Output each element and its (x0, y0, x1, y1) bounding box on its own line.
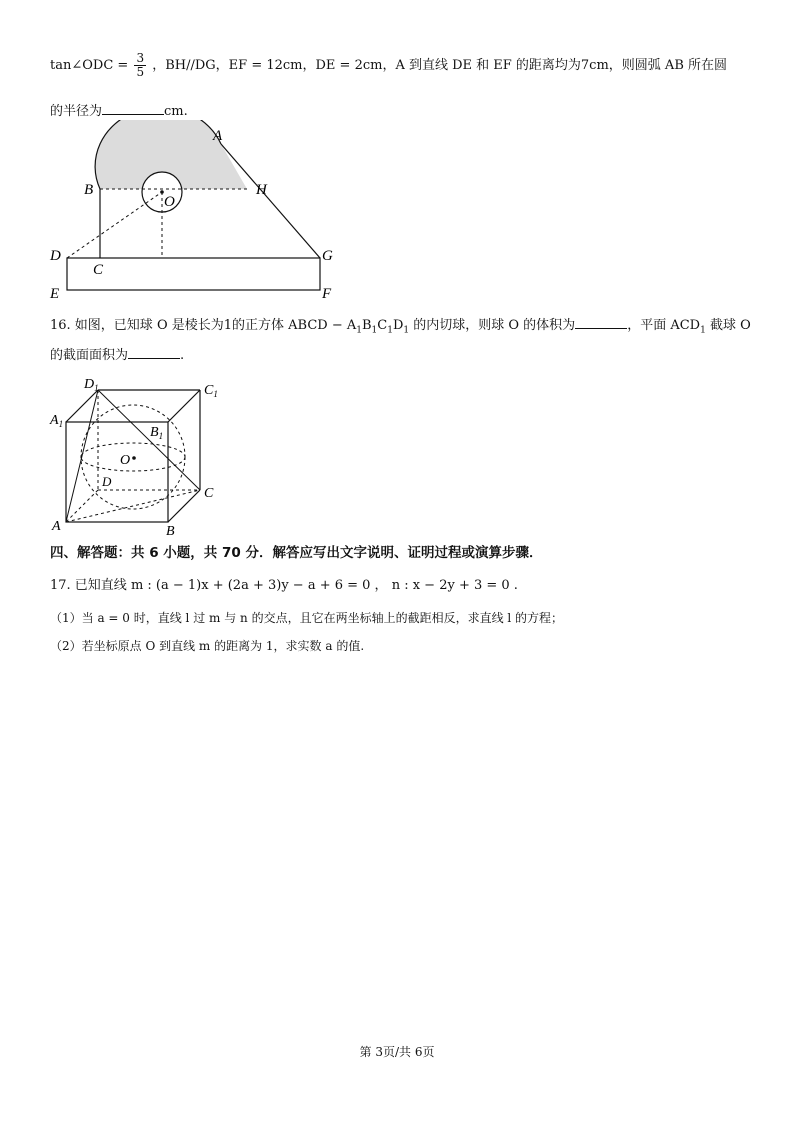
q16-area-blank[interactable] (128, 344, 180, 359)
q15-fraction (134, 52, 146, 79)
q16-edge-da (66, 490, 98, 522)
q16-label-b1: $B_1$ (150, 425, 164, 441)
q15-label-c: C (93, 262, 104, 278)
q16-label-d: D (102, 474, 112, 489)
q16-text-a: 16. 如图，已知球 O 是棱长为1的正方体 ABCD − A (50, 318, 357, 333)
q15-frac-den: 5 (136, 65, 145, 79)
q16-label-a1: $A_1$ (50, 413, 64, 429)
q16-label-a: A (52, 519, 61, 534)
q16-label-b: B (166, 524, 175, 537)
q15-label-h: H (256, 182, 267, 198)
q16-sub-d1: 1 (403, 325, 410, 336)
q16-text-d: D (392, 318, 404, 333)
q16-text-e: 的内切球，则球 O 的体积为 (409, 318, 576, 333)
q16-line2-suffix: . (180, 348, 185, 363)
q16-sub-b1: 1 (371, 325, 378, 336)
q15-tan-prefix: tan∠ODC = (50, 58, 129, 73)
q15-frac-num: 3 (136, 51, 145, 65)
q16-label-c1: $C_1$ (204, 383, 218, 399)
q16-sub-a1: 1 (356, 325, 362, 336)
q15-label-d: D (50, 248, 61, 264)
q15-line2 (50, 100, 188, 122)
q16-figure (48, 372, 233, 537)
q16-text-b: B (361, 318, 372, 333)
q16-line2 (50, 344, 184, 366)
q17-part2: （2）若坐标原点 O 到直线 m 的距离为 1，求实数 a 的值. (50, 639, 365, 653)
q16-label-d1: $D_1$ (84, 377, 99, 393)
q16-sub-acd1: 1 (700, 325, 706, 336)
q15-seg2-suffix: cm. (164, 104, 188, 119)
q16-edge-a1d1 (66, 390, 98, 422)
q17-part1: （1）当 a = 0 时，直线 l 过 m 与 n 的交点，且它在两坐标轴上的截距相反，求直线 l 的方程； (50, 611, 564, 625)
q15-dashed-od (67, 192, 162, 258)
q16-edge-bc (168, 490, 200, 522)
q15-label-a: A (213, 128, 223, 144)
q17-stem: 17. 已知直线 m : (a − 1)x + (2a + 3)y − a + 6 = 0 ， n : x − 2y + 3 = 0 . (50, 578, 518, 593)
q15-line-ag (221, 144, 320, 258)
q16-text-c: C (377, 318, 388, 333)
q16-text-f: ，平面 ACD (627, 318, 701, 333)
q16-volume-blank[interactable] (575, 314, 627, 329)
q15-label-f: F (322, 286, 332, 302)
q15-label-e: E (50, 286, 60, 302)
q16-center-dot (132, 456, 136, 460)
q15-label-g: G (322, 248, 333, 264)
q16-line2-prefix: 的截面面积为 (50, 348, 129, 363)
q15-answer-blank[interactable] (102, 100, 164, 115)
q16-line-ad1 (66, 390, 98, 522)
q16-label-c: C (204, 486, 214, 501)
q15-seg2-prefix: 的半径为 (50, 104, 103, 119)
q16-edge-b1c1 (168, 390, 200, 422)
q15-base-rect (67, 258, 320, 290)
q15-seg1: ，BH//DG，EF = 12cm，DE = 2cm，A 到直线 DE 和 EF 的距离均为7cm，则圆弧 AB 所在圆 (152, 58, 727, 73)
q15-line1 (50, 52, 727, 79)
q16-label-o: O (120, 453, 131, 468)
q15-figure (40, 120, 350, 305)
section4-title: 四、解答题：共 6 小题，共 70 分．解答应写出文字说明、证明过程或演算步骤． (50, 545, 543, 561)
page-footer: 第 3页/共 6页 (359, 1045, 435, 1059)
q15-label-o: O (164, 194, 175, 210)
q16-line-ac (66, 490, 200, 522)
q16-text-g: 截球 O (705, 318, 751, 333)
q15-label-b: B (84, 182, 94, 198)
q16-line1 (50, 314, 751, 341)
q16-sub-c1: 1 (387, 325, 393, 336)
